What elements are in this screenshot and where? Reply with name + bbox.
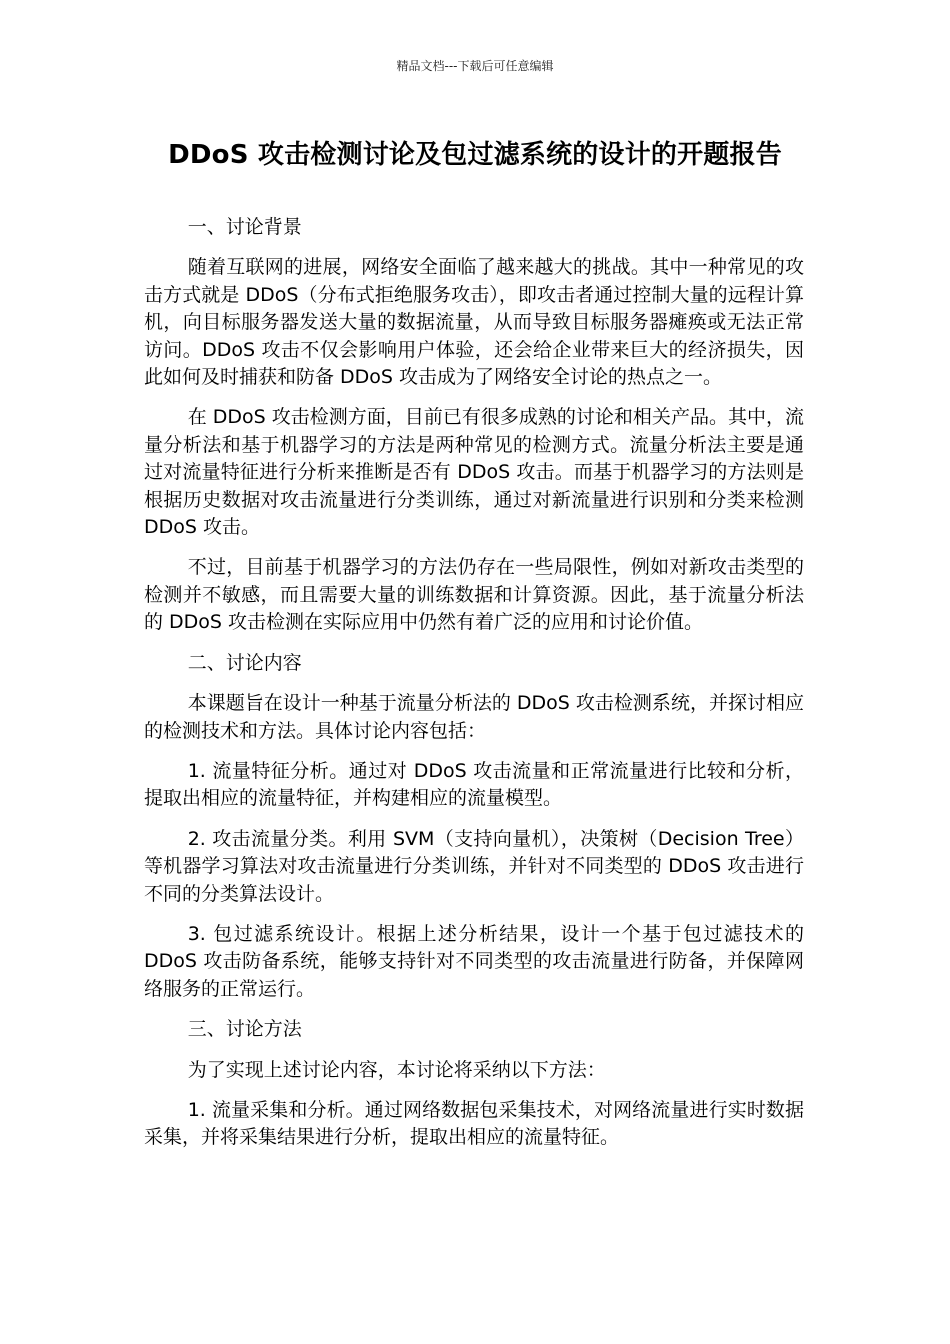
section-heading-content: 二、讨论内容 (187, 651, 302, 674)
section-heading-method: 三、讨论方法 (187, 1018, 302, 1041)
header-note: 精品文档---下载后可任意编辑 (396, 59, 554, 73)
paragraph: 本课题旨在设计一种基于流量分析法的 DDoS 攻击检测系统，并探讨相应的检测技术和方法。具体讨论内容包括： (144, 692, 804, 742)
paragraph: 为了实现上述讨论内容，本讨论将采纳以下方法： (187, 1058, 606, 1081)
list-item: 2. 攻击流量分类。利用 SVM（支持向量机），决策树（Decision Tree）等机器学习算法对攻击流量进行分类训练，并针对不同类型的 DDoS 攻击进行不同的分类算法设计。 (144, 827, 804, 905)
paragraph: 不过，目前基于机器学习的方法仍存在一些局限性，例如对新攻击类型的检测并不敏感，而且需要大量的训练数据和计算资源。因此，基于流量分析法的 DDoS 攻击检测在实际应用中仍然有着广泛的应用和讨论价值。 (144, 556, 804, 634)
list-item: 1. 流量特征分析。通过对 DDoS 攻击流量和正常流量进行比较和分析，提取出相应的流量特征，并构建相应的流量模型。 (144, 759, 804, 810)
paragraph: 在 DDoS 攻击检测方面，目前已有很多成熟的讨论和相关产品。其中，流量分析法和基于机器学习的方法是两种常见的检测方式。流量分析法主要是通过对流量特征进行分析来推断是否有 DDoS 攻击。而基于机器学习的方法则是根据历史数据对攻击流量进行分类训练，通过对新流量进行识别和分类来检测 DDoS 攻击。 (144, 406, 804, 539)
paragraph: 随着互联网的进展，网络安全面临了越来越大的挑战。其中一种常见的攻击方式就是 DDoS（分布式拒绝服务攻击），即攻击者通过控制大量的远程计算机，向目标服务器发送大量的数据流量，从而导致目标服务器瘫痪或无法正常访问。DDoS 攻击不仅会影响用户体验，还会给企业带来巨大的经济损失，因此如何及时捕获和防备 DDoS 攻击成为了网络安全讨论的热点之一。 (144, 256, 804, 389)
list-item: 1. 流量采集和分析。通过网络数据包采集技术，对网络流量进行实时数据采集，并将采集结果进行分析，提取出相应的流量特征。 (144, 1098, 804, 1149)
document-title: DDoS 攻击检测讨论及包过滤系统的设计的开题报告 (168, 140, 782, 170)
list-item: 3. 包过滤系统设计。根据上述分析结果，设计一个基于包过滤技术的 DDoS 攻击防备系统，能够支持针对不同类型的攻击流量进行防备，并保障网络服务的正常运行。 (144, 922, 804, 1000)
section-heading-background: 一、讨论背景 (187, 216, 302, 238)
document-body (144, 214, 804, 1165)
